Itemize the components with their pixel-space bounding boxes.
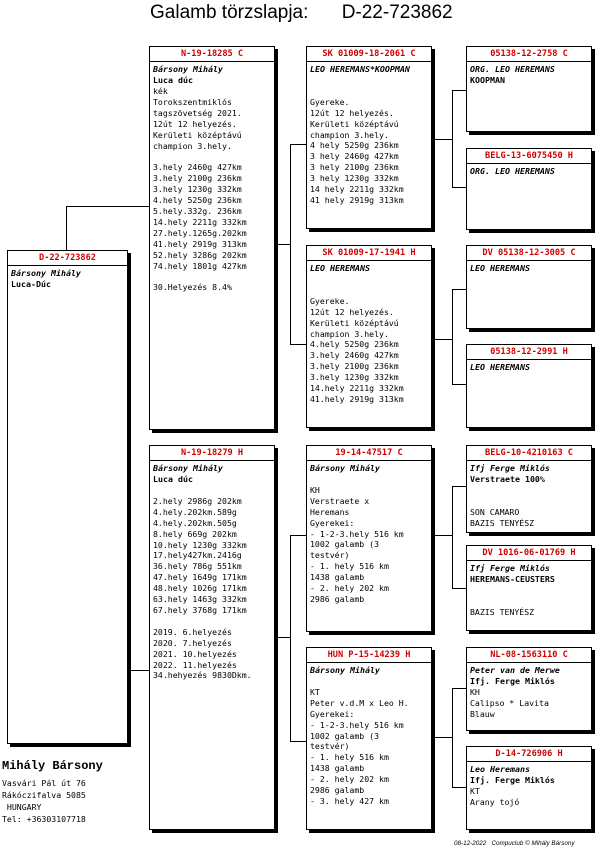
connector-line bbox=[452, 486, 453, 588]
breeder-country: HUNGARY bbox=[2, 802, 42, 812]
owner-name: ORG. LEO HEREMANS bbox=[470, 64, 555, 74]
pigeon-details: 2.hely 2986g 202km 4.hely.202km.589g 4.hely.202km.505g 8.hely 669g 202km 10.hely 1230g 332km 17.hely427km.2416g 36.hely 786g 551km 47.hely 1649g 171km 48.hely 1026g 171km 63.hely 1463g 332km 67.hely 3768g 171km 2019. 6.helyezés 2020. 7.helyezés 2021. 10.helyezés 2022. 11.helyezés 34.hehyezés 9830Dkm. bbox=[153, 495, 252, 681]
ring-number: D-14-726906 H bbox=[467, 749, 591, 762]
connector-line bbox=[452, 787, 466, 788]
connector-line bbox=[452, 289, 466, 290]
pigeon-card-sire-sire-sire bbox=[466, 46, 592, 132]
owner-name: ORG. LEO HEREMANS bbox=[470, 166, 555, 176]
pigeon-subtitle: Luca dúc bbox=[153, 474, 193, 484]
pigeon-details: BAZIS TENYÉSZ bbox=[470, 606, 535, 617]
pigeon-details: kék Torokszentmiklós tagszövetség 2021. 12út 12 helyezés. Kerületi középtávú champion 3.hely. 3.hely 2460g 427km 3.hely 2100g 236km 3.hely 1230g 332km 4.hely 5250g 236km 5.hely.332g. 236km 14.hely 2211g 332km 27.hely.1265g.202km 41.hely 2919g 313km 52.hely 3286g 202km 74.hely 1801g 427km 30.Helyezés 8.4% bbox=[153, 86, 247, 293]
breeder-address-line: Vasvári Pál út 76 bbox=[2, 778, 86, 788]
ring-number: SK 01009-18-2061 C bbox=[307, 49, 431, 62]
ring-number: BELG-13-6075450 H bbox=[467, 151, 591, 164]
owner-name: Ifj Ferge Miklós bbox=[470, 563, 550, 573]
pigeon-card-sire-dam bbox=[306, 245, 432, 428]
owner-name: Bársony Mihály bbox=[310, 665, 380, 675]
ring-number: N-19-18279 H bbox=[150, 448, 274, 461]
pigeon-card-sire-sire bbox=[306, 46, 432, 229]
pigeon-subtitle: Luca dúc bbox=[153, 75, 193, 85]
owner-name: LEO HEREMANS bbox=[310, 263, 370, 273]
pigeon-subtitle: Ifj. Ferge Miklós bbox=[470, 775, 555, 785]
pigeon-details: Gyereke. 12út 12 helyezés. Kerületi középtávú champion 3.hely. 4 hely 5250g 236km 3 hely 2460g 427km 3 hely 2100g 236km 3 hely 1230g 332km 14 hely 2211g 332km 41 hely 2919g 313km bbox=[310, 96, 404, 205]
ring-number: NL-08-1563110 C bbox=[467, 650, 591, 663]
pigeon-details: KT Arany tojó bbox=[470, 786, 520, 807]
owner-name: Bársony Mihály bbox=[310, 463, 380, 473]
ring-number: HUN P-15-14239 H bbox=[307, 650, 431, 663]
owner-name: LEO HEREMANS*KOOPMAN bbox=[310, 64, 410, 74]
pigeon-card-dam-sire-sire bbox=[466, 445, 592, 533]
connector-line bbox=[452, 588, 466, 589]
pigeon-card-dam-dam-dam bbox=[466, 746, 592, 830]
breeder-name: Mihály Bársony bbox=[2, 759, 103, 773]
pigeon-subtitle: Ifj. Ferge Miklós bbox=[470, 676, 555, 686]
pigeon-card-sire-dam-sire bbox=[466, 245, 592, 329]
owner-name: LEO HEREMANS bbox=[470, 263, 530, 273]
footer-date: 08-12-2022 bbox=[454, 840, 487, 847]
connector-line bbox=[452, 688, 466, 689]
owner-name: Bársony Mihály bbox=[153, 463, 223, 473]
pigeon-subtitle: KOOPMAN bbox=[470, 75, 505, 85]
pigeon-card-sire-sire-dam bbox=[466, 148, 592, 230]
ring-number: DV 05138-12-3005 C bbox=[467, 248, 591, 261]
ring-number: D-22-723862 bbox=[8, 253, 127, 266]
breeder-phone: Tel: +36303107718 bbox=[2, 814, 86, 824]
ring-number: 19-14-47517 C bbox=[307, 448, 431, 461]
connector-line bbox=[278, 244, 290, 245]
owner-name: Ifj Ferge Miklós bbox=[470, 463, 550, 473]
owner-name: LEO HEREMANS bbox=[470, 362, 530, 372]
pigeon-card-dam-dam-sire bbox=[466, 647, 592, 731]
ring-number: BELG-10-4210163 C bbox=[467, 448, 591, 461]
breeder-address-line: Rákóczifalva 5085 bbox=[2, 790, 86, 800]
pigeon-details: KT Peter v.d.M x Leo H. Gyerekei: - 1-2-3.hely 516 km 1002 galamb (3 testvér) - 1. hely 516 km 1438 galamb - 2. hely 202 km 2986 galamb - 3. hely 427 km bbox=[310, 686, 409, 806]
pigeon-card-dam-sire bbox=[306, 445, 432, 632]
connector-line bbox=[290, 144, 306, 145]
title-pedigree-number: D-22-723862 bbox=[341, 2, 453, 23]
title-label: Galamb törzslapja: bbox=[150, 2, 309, 23]
pigeon-details: Gyereke. 12út 12 helyezés. Kerületi középtávú champion 3.hely. 4.hely 5250g 236km 3.hely 2460g 427km 3.hely 2100g 236km 3.hely 1230g 332km 14.hely 2211g 332km 41.hely 2919g 313km bbox=[310, 295, 404, 404]
connector-line bbox=[452, 90, 466, 91]
connector-line bbox=[290, 144, 291, 344]
connector-line bbox=[434, 139, 452, 140]
connector-line bbox=[290, 535, 306, 536]
pigeon-card-dam-sire-dam bbox=[466, 545, 592, 631]
connector-line bbox=[452, 289, 453, 384]
page-title bbox=[150, 2, 453, 24]
connector-line bbox=[452, 187, 466, 188]
owner-name: Bársony Mihály bbox=[153, 64, 223, 74]
footer-credit bbox=[454, 840, 575, 847]
pigeon-card-dam bbox=[149, 445, 275, 830]
connector-line bbox=[452, 486, 466, 487]
connector-line bbox=[434, 535, 452, 536]
connector-line bbox=[278, 637, 290, 638]
owner-name: Peter van de Merwe bbox=[470, 665, 560, 675]
pigeon-details: KH Calipso * Lavita Blauw bbox=[470, 687, 549, 719]
ring-number: DV 1016-06-01769 H bbox=[467, 548, 591, 561]
footer-software: Compuclub © Mihály Bársony bbox=[491, 840, 575, 847]
owner-name: Leo Heremans bbox=[470, 764, 530, 774]
connector-line bbox=[452, 90, 453, 187]
pigeon-subtitle: Luca-Dúc bbox=[11, 279, 51, 289]
breeder-info bbox=[2, 759, 103, 825]
pigeon-card-subject bbox=[7, 250, 128, 744]
pigeon-subtitle: Verstraete 100% bbox=[470, 474, 545, 484]
owner-name: Bársony Mihály bbox=[11, 268, 81, 278]
ring-number: N-19-18285 C bbox=[150, 49, 274, 62]
ring-number: 05138-12-2991 H bbox=[467, 347, 591, 360]
pigeon-card-sire-dam-dam bbox=[466, 344, 592, 428]
pigeon-subtitle: HEREMANS-CEUSTERS bbox=[470, 574, 555, 584]
pigeon-card-dam-dam bbox=[306, 647, 432, 830]
connector-line bbox=[66, 206, 67, 251]
ring-number: 05138-12-2758 C bbox=[467, 49, 591, 62]
connector-line bbox=[66, 206, 150, 207]
connector-line bbox=[434, 339, 452, 340]
pigeon-details: SON CAMARO BAZIS TENYÉSZ bbox=[470, 506, 535, 528]
pigeon-details: KH Verstraete x Heremans Gyerekei: - 1-2-3.hely 516 km 1002 galamb (3 testvér) - 1. hely 516 km 1438 galamb - 2. hely 202 km 2986 galamb bbox=[310, 484, 404, 604]
connector-line bbox=[434, 737, 452, 738]
connector-line bbox=[452, 688, 453, 787]
pigeon-card-sire bbox=[149, 46, 275, 430]
connector-line bbox=[290, 535, 291, 741]
connector-line bbox=[290, 344, 306, 345]
connector-line bbox=[290, 741, 306, 742]
ring-number: SK 01009-17-1941 H bbox=[307, 248, 431, 261]
connector-line bbox=[452, 384, 466, 385]
